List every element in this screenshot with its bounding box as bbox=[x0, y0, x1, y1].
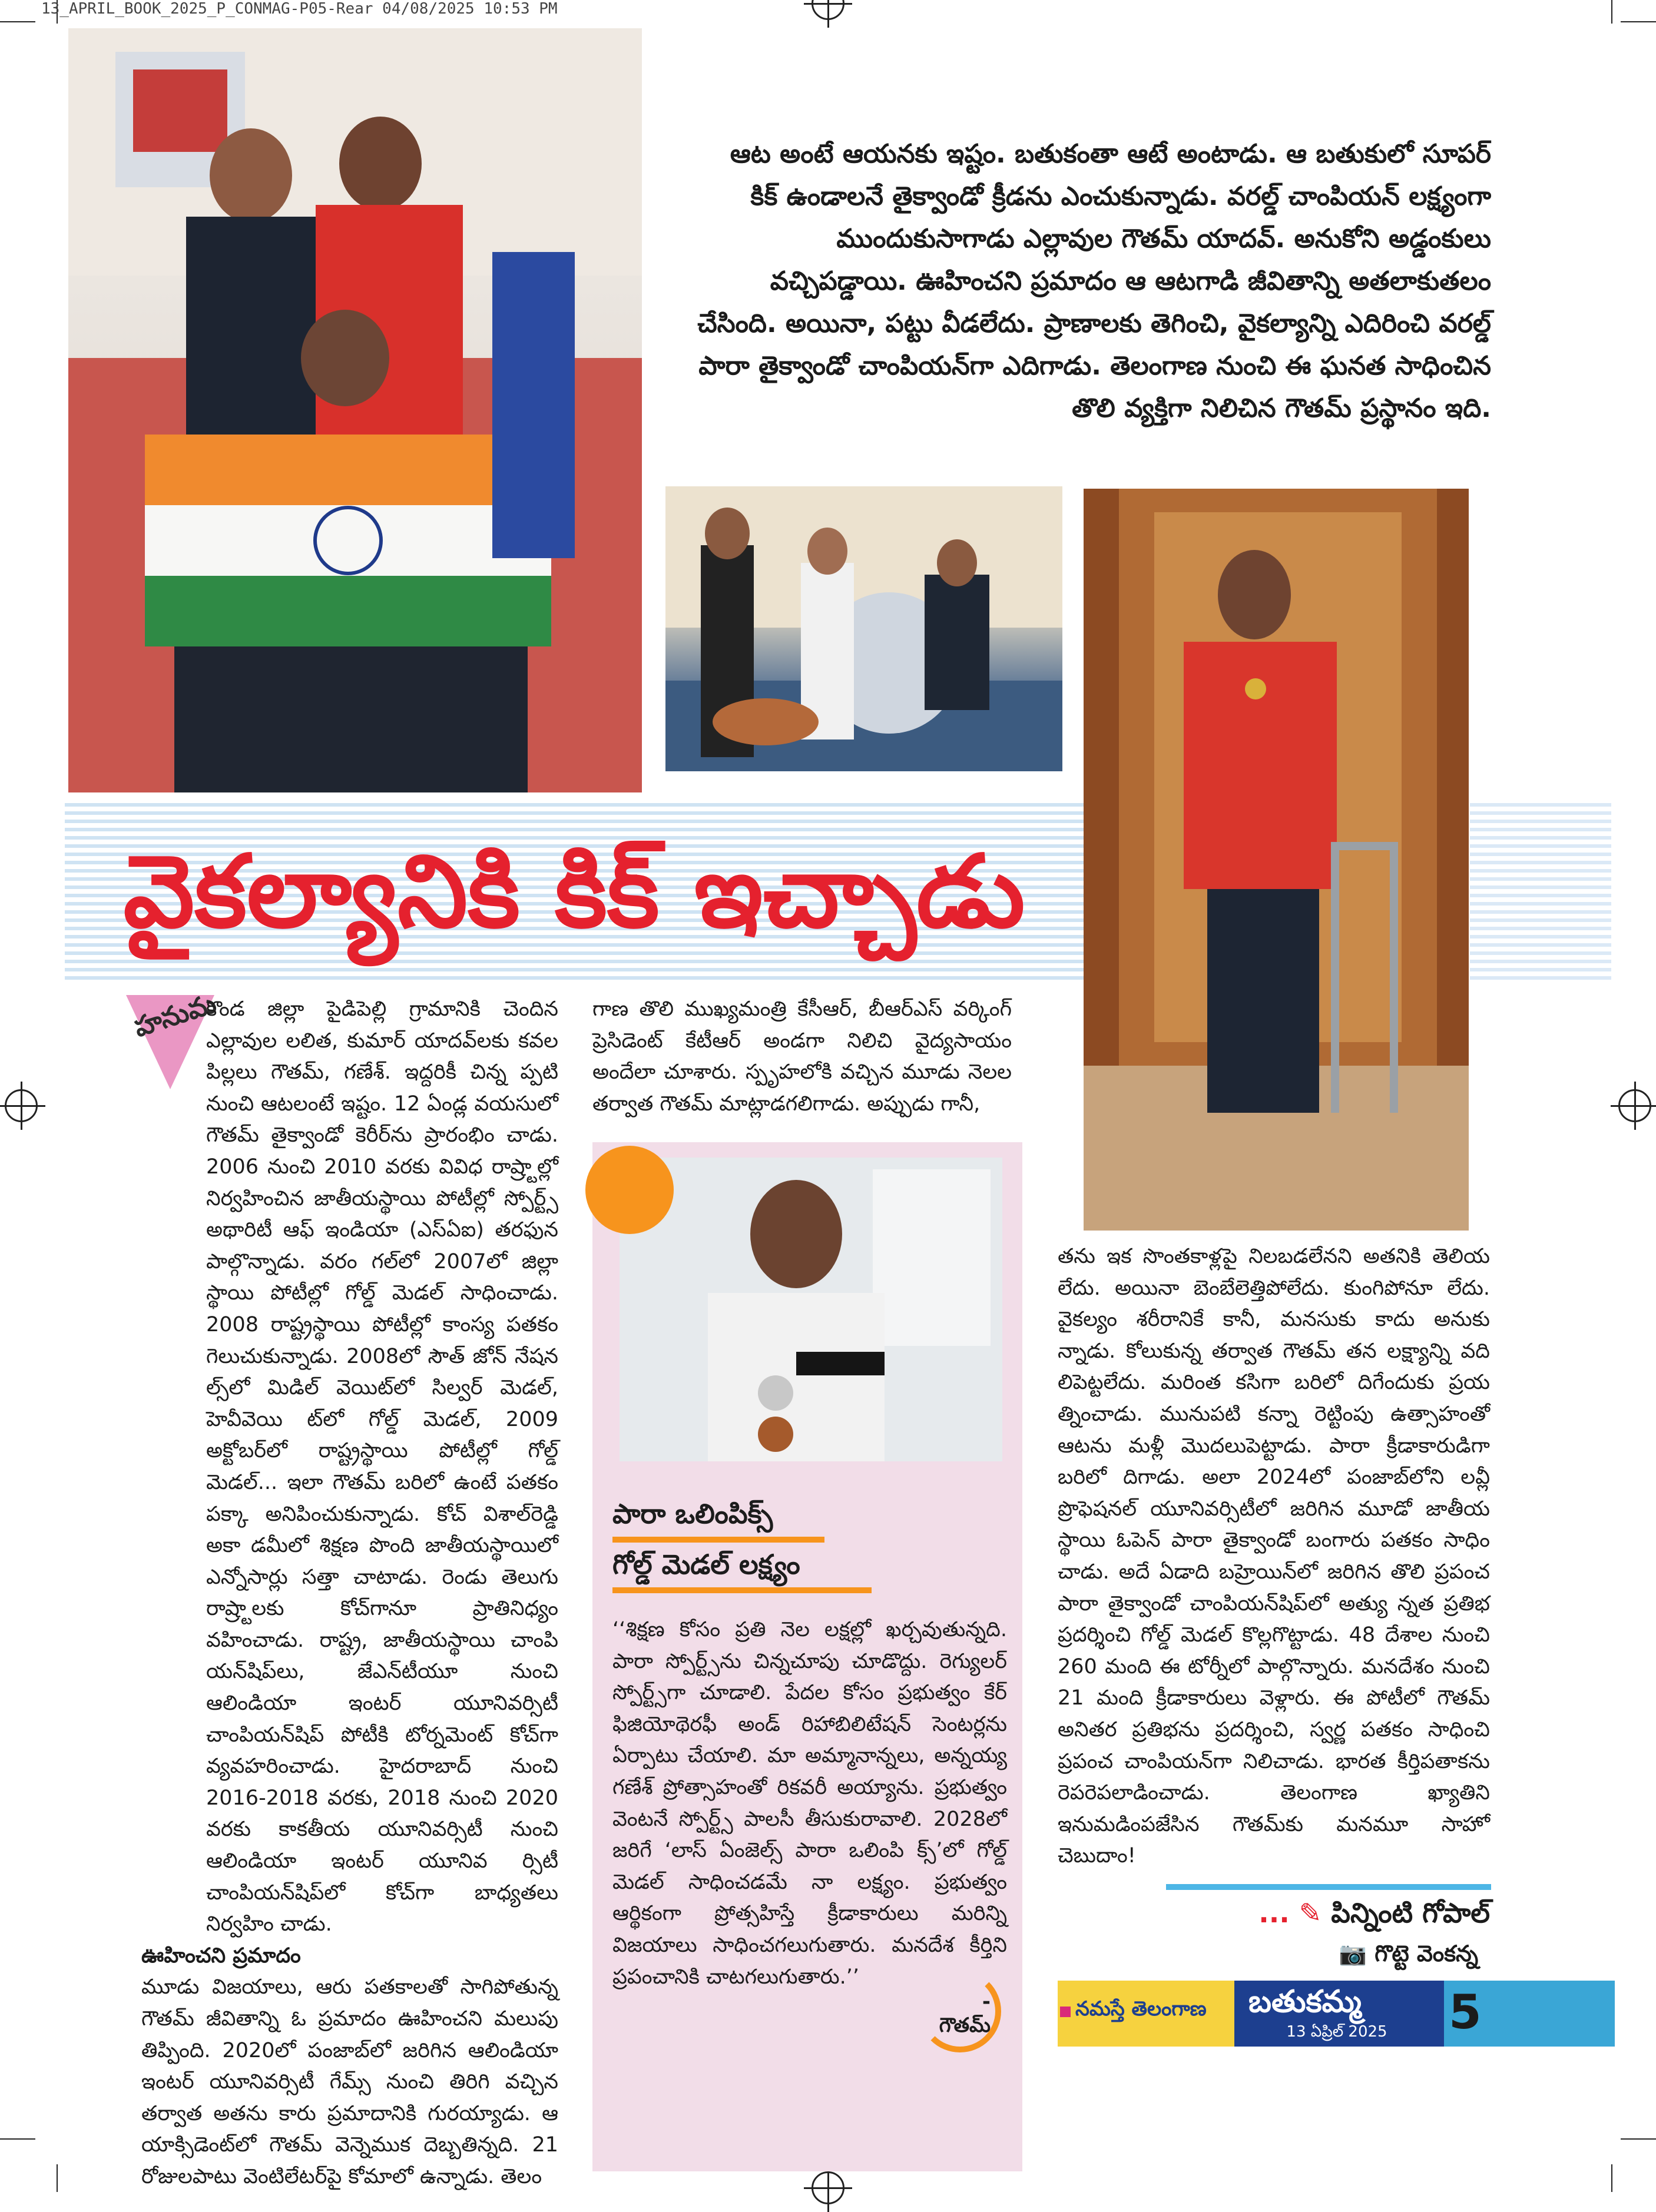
column3-paragraph-1: తను ఇక సొంతకాళ్లపై నిలబడలేనని అతనికి తెలియ లేదు. అయినా బెంబేలెత్తిపోలేదు. కుంగిపోనూ లేదు. వైకల్యం శరీరానికే కానీ, మనసుకు కాదు అనుకు న్నాడు. కోలుకున్న తర్వాత గౌతమ్ తన లక్ష్యాన్ని వది లిపెట్టలేదు. మరింత కసిగా బరిలో దిగేందుకు ప్రయ త్నించాడు. మునుపటి కన్నా రెట్టింపు ఉత్సాహంతో ఆటను మళ్లీ మొదలుపెట్టాడు. పారా క్రీడాకారుడిగా బరిలో దిగాడు. అలా 2024లో పంజాబ్‌లోని లవ్లీ ప్రొఫెషనల్ యూనివర్సిటీలో జరిగిన మూడో జాతీయ స్థాయి ఓపెన్ పారా తైక్వాండో బంగారు పతకం సాధిం చాడు. అదే ఏడాది బహ్రెయిన్‌లో జరిగిన తొలి ప్రపంచ పారా తైక్వాండో చాంపియన్‌షిప్‌లో అత్యు న్నత ప్రతిభ ప్రదర్శించి గోల్డ్ మెడల్ కొల్లగొట్టాడు. 48 దేశాల నుంచి 260 మంది ఈ టోర్నీలో పాల్గొన్నారు. మనదేశం నుంచి 21 మంది క్రీడాకారులు వెళ్లారు. ఈ పోటీలో గౌతమ్ అనితర ప్రతిభను ప్రదర్శించి, స్వర్ణ పతకం సాధించి ప్రపంచ చాంపియన్‌గా నిలిచాడు. భారత కీర్తిపతాకను రెపరెపలాడించాడు. తెలంగాణ ఖ్యాతిని ఇనుమడింపజేసిన గౌతమ్‌కు మనమూ సాహో చెబుదాం! bbox=[1058, 1245, 1490, 1868]
photo-gautham-with-walker bbox=[1084, 489, 1469, 1231]
headline: వైకల్యానికి కిక్ ఇచ్చాడు bbox=[123, 834, 1025, 950]
page-number: 5 bbox=[1449, 1985, 1482, 2039]
footer-date: 13 ఏప్రిల్ 2025 bbox=[1286, 2023, 1387, 2041]
footer-brand: నమస్తే తెలంగాణ bbox=[1075, 1997, 1207, 2021]
registration-mark-bottom bbox=[812, 2171, 844, 2204]
footer-square-icon bbox=[1060, 2007, 1071, 2017]
photo-physiotherapy-drawing bbox=[665, 486, 1062, 771]
article-column-1 bbox=[118, 994, 558, 2193]
column2-paragraph-1: గాణ తొలి ముఖ్యమంత్రి కేసీఆర్, బీఆర్‌ఎస్ వర్కింగ్ ప్రెసిడెంట్ కేటీఆర్ అండగా నిలిచి వైద్యసాయం అందేలా చూశారు. స్పృహలోకి వచ్చిన మూడు నెలల తర్వాత గౌతమ్ మాట్లాడగలిగాడు. అప్పుడు గానీ, bbox=[592, 997, 1012, 1116]
byline-writer bbox=[1072, 1897, 1490, 1936]
sidebox-title-underline-1 bbox=[612, 1537, 824, 1543]
byline-photographer-name: గొట్టె వెంకన్న bbox=[1375, 1941, 1478, 1966]
sidebox-title-line-2: గోల్డ్ మెడల్ లక్ష్యం bbox=[612, 1548, 800, 1580]
registration-mark-right bbox=[1618, 1089, 1651, 1122]
article-column-2 bbox=[592, 994, 1012, 1120]
pen-icon: ✎ bbox=[1299, 1897, 1322, 1929]
crop-mark-top-left-h bbox=[0, 21, 35, 22]
headline-band-right bbox=[1470, 803, 1611, 980]
column1-paragraph-1: కొండ జిల్లా పైడిపెల్లి గ్రామానికి చెందిన ఎల్లావుల లలిత, కుమార్ యాదవ్‌లకు కవల పిల్లలు గౌతమ్, గణేశ్. ఇద్దరికీ చిన్న ప్పటి నుంచి ఆటలంటే ఇష్టం. 12 ఏండ్ల వయసులో గౌతమ్ తైక్వాండో కెరీర్‌ను ప్రారంభిం చాడు. 2006 నుంచి 2010 వరకు వివిధ రాష్ర్టాల్లో నిర్వహించిన జాతీయస్థాయి పోటీల్లో స్పోర్ట్స్ అథారిటీ ఆఫ్ ఇండియా (ఎస్‌ఏఐ) తరఫున పాల్గొన్నాడు. వరం గల్‌లో 2007లో జిల్లా స్థాయి పోటీల్లో గోల్డ్ మెడల్ సాధించాడు. 2008 రాష్ట్రస్థాయి పోటీల్లో కాంస్య పతకం గెలుచుకున్నాడు. 2008లో సౌత్ జోన్ నేషన ల్స్‌లో మిడిల్ వెయిట్‌లో సిల్వర్ మెడల్, హెవీవెయి ట్‌లో గోల్డ్ మెడల్, 2009 అక్టోబర్‌లో రాష్ట్రస్థాయి పోటీల్లో గోల్డ్ మెడల్... ఇలా గౌతమ్ బరిలో ఉంటే పతకం పక్కా అనిపించుకున్నాడు. కోచ్ విశాల్‌రెడ్డి అకా డమీలో శిక్షణ పొంది జాతీయస్థాయిలో ఎన్నోసార్లు సత్తా చాటాడు. రెండు తెలుగు రాష్ర్టాలకు కోచ్‌గానూ ప్రాతినిధ్యం వహించాడు. రాష్ట్ర, జాతీయస్థాయి చాంపి యన్‌షిప్‌లు, జేఎన్‌టీయూ నుంచి ఆలిండియా ఇంటర్ యూనివర్సిటీ చాంపియన్‌షిప్ పోటీకి టోర్నమెంట్ కోచ్‌గా వ్యవహరించాడు. హైదరాబాద్ నుంచి 2016-2018 వరకు, 2018 నుంచి 2020 వరకు కాకతీయ యూనివర్సిటీ నుంచి ఆలిండియా ఇంటర్ యూనివ ర్సిటీ చాంపియన్‌షిప్‌లో కోచ్‌గా బాధ్యతలు నిర్వహిం చాడు. bbox=[206, 997, 558, 1936]
column1-paragraph-2: మూడు విజయాలు, ఆరు పతకాలతో సాగిపోతున్న గౌతమ్ జీవితాన్ని ఓ ప్రమాదం ఊహించని మలుపు తిప్పింది. 2020లో పంజాబ్‌లో జరిగిన ఆలిండియా ఇంటర్ యూనివర్సిటీ గేమ్స్ నుంచి తిరిగి వచ్చిన తర్వాత అతను కారు ప్రమాదానికి గురయ్యాడు. ఆ యాక్సిడెంట్‌లో గౌతమ్ వెన్నెముక దెబ్బతిన్నది. 21 రోజులపాటు వెంటిలేటర్‌పై కోమాలో ఉన్నాడు. తెలం bbox=[141, 1975, 558, 2188]
photo-walker-drawing bbox=[1084, 489, 1469, 1231]
crop-mark-bottom-left-h bbox=[0, 2138, 35, 2140]
photo-physiotherapy-session bbox=[665, 486, 1062, 771]
byline-photographer bbox=[1119, 1941, 1478, 1972]
photo-portrait-drawing bbox=[620, 1158, 1002, 1461]
print-slug: 13_APRIL_BOOK_2025_P_CONMAG-P05-Rear 04/08/2025 10:53 PM bbox=[41, 0, 558, 18]
author-badge-text: హనుమ bbox=[130, 987, 220, 1043]
intro-paragraph: ఆట అంటే ఆయనకు ఇష్టం. బతుకంతా ఆటే అంటాడు. ఆ బతుకులో సూపర్ కిక్ ఉండాలనే తైక్వాండో క్రీడను ఎంచుకున్నాడు. వరల్డ్ చాంపియన్ లక్ష్యంగా ముందుకుసాగాడు ఎల్లావుల గౌతమ్ యాదవ్. అనుకోని అడ్డంకులు వచ్చిపడ్డాయి. ఊహించని ప్రమాదం ఆ ఆటగాడి జీవితాన్ని అతలాకుతలం చేసింది. అయినా, పట్టు వీడలేదు. ప్రాణాలకు తెగించి, వైకల్యాన్ని ఎదిరించి వరల్డ్ పారా తైక్వాండో చాంపియన్‌గా ఎదిగాడు. తెలంగాణ నుంచి ఈ ఘనత సాధించిన తొలి వ్యక్తిగా నిలిచిన గౌతమ్ ప్రస్థానం ఇది. bbox=[697, 139, 1491, 423]
registration-mark-left bbox=[5, 1089, 38, 1122]
sidebox-quote: ‘‘శిక్షణ కోసం ప్రతి నెల లక్షల్లో ఖర్చవుతున్నది. పారా స్పోర్ట్స్‌ను చిన్నచూపు చూడొద్దు. రెగ్యులర్ స్పోర్ట్స్‌గా చూడాలి. పేదల కోసం ప్రభుత్వం కేర్ ఫిజియోథెరఫీ అండ్ రిహాబిలిటేషన్ సెంటర్లను ఏర్పాటు చేయాలి. మా అమ్మానాన్నలు, అన్నయ్య గణేశ్ ప్రోత్సాహంతో రికవరీ అయ్యాను. ప్రభుత్వం వెంటనే స్పోర్ట్స్ పాలసీ తీసుకురావాలి. 2028లో జరిగే ‘లాస్ ఏంజెల్స్ పారా ఒలింపి క్స్’లో గోల్డ్ మెడల్ సాధించడమే నా లక్ష్యం. ప్రభుత్వం ఆర్థికంగా ప్రోత్సహిస్తే క్రీడాకారులు మరిన్ని విజయాలు సాధించగలుగుతారు. మనదేశ కీర్తిని ప్రపంచానికి చాటగలుగుతారు.’’ bbox=[612, 1618, 1007, 1989]
quote-attribution: - గౌతమ్ bbox=[939, 1990, 991, 2037]
crop-mark-bottom-right-h bbox=[1621, 2138, 1656, 2140]
photo-gautham-with-flag-drawing bbox=[68, 28, 642, 792]
byline-writer-name: పిన్నింటి గోపాల్ bbox=[1331, 1897, 1490, 1929]
crop-mark-bottom-left-v bbox=[57, 2164, 58, 2192]
article-column-3 bbox=[1058, 1241, 1490, 1872]
crop-mark-bottom-right-v bbox=[1611, 2164, 1612, 2192]
sidebox-title-underline-2 bbox=[612, 1587, 872, 1593]
registration-mark-top bbox=[812, 0, 844, 20]
camera-icon: 📷 bbox=[1339, 1941, 1367, 1966]
footer-magazine-name: బతుకమ్మ bbox=[1248, 1984, 1362, 2019]
photo-gautham-with-flag bbox=[68, 28, 642, 792]
crop-mark-top-right-h bbox=[1621, 21, 1656, 22]
photo-gautham-portrait-medals bbox=[620, 1158, 1002, 1461]
byline-rule bbox=[1166, 1884, 1491, 1890]
sidebox-title-line-1: పారా ఒలింపిక్స్ bbox=[612, 1498, 773, 1530]
crop-mark-top-right-v bbox=[1611, 0, 1612, 24]
column1-subheading: ఊహించని ప్రమాదం bbox=[141, 1944, 301, 1968]
byline-dots: ... bbox=[1258, 1897, 1290, 1929]
decor-orange-disc bbox=[585, 1146, 674, 1234]
